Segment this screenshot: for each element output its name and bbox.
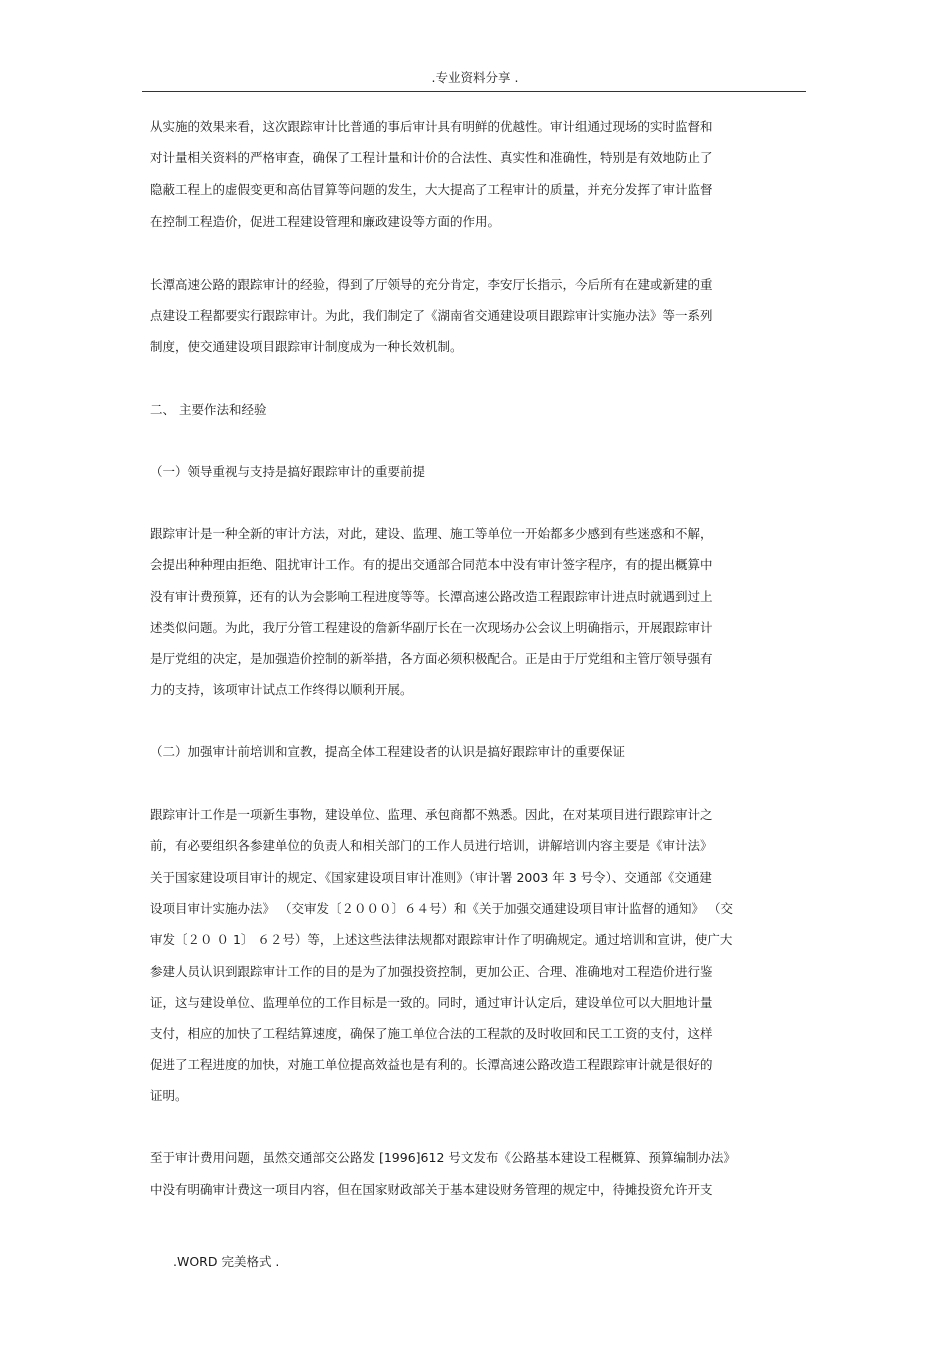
paragraph-fees-line: 中没有明确审计费这一项目内容，但在国家财政部关于基本建设财务管理的规定中，待摊投资允许开支	[150, 1182, 713, 1197]
paragraph-training-line: 参建人员认识到跟踪审计工作的目的是为了加强投资控制，更加公正、合理、准确地对工程造价进行鉴	[150, 964, 713, 979]
paragraph-effect-line: 隐蔽工程上的虚假变更和高估冒算等问题的发生，大大提高了工程审计的质量，并充分发挥了审计监督	[150, 182, 713, 197]
paragraph-experience-line: 长潭高速公路的跟踪审计的经验，得到了厅领导的充分肯定，李安厅长指示，今后所有在建或新建的重	[150, 277, 713, 292]
section-heading-2-line: 二、 主要作法和经验	[150, 402, 267, 417]
paragraph-leadership-line: 力的支持，该项审计试点工作终得以顺利开展。	[150, 682, 413, 697]
header-rule	[142, 91, 806, 92]
paragraph-effect-line: 从实施的效果来看，这次跟踪审计比普通的事后审计具有明鲜的优越性。审计组通过现场的实时监督和	[150, 119, 713, 134]
page-header: .专业资料分享 .	[431, 70, 519, 85]
paragraph-training-line: 关于国家建设项目审计的规定、《国家建设项目审计准则》（审计署 2003 年 3 号令）、交通部《交通建	[150, 870, 712, 885]
paragraph-leadership-line: 跟踪审计是一种全新的审计方法，对此，建设、监理、施工等单位一开始都多少感到有些迷惑和不解，	[150, 526, 713, 541]
paragraph-training-line: 审发〔２０ ０ 1〕 ６２号）等，上述这些法律法规都对跟踪审计作了明确规定。通过培训和宣讲，使广大	[150, 932, 733, 947]
paragraph-leadership-line: 会提出种种理由拒绝、阻扰审计工作。有的提出交通部合同范本中没有审计签字程序，有的提出概算中	[150, 557, 713, 572]
paragraph-training-line: 证，这与建设单位、监理单位的工作目标是一致的。同时，通过审计认定后，建设单位可以大胆地计量	[150, 995, 713, 1010]
paragraph-training-line: 促进了工程进度的加快，对施工单位提高效益也是有利的。长潭高速公路改造工程跟踪审计就是很好的	[150, 1057, 713, 1072]
paragraph-leadership-line: 没有审计费预算，还有的认为会影响工程进度等等。长潭高速公路改造工程跟踪审计进点时就遇到过上	[150, 589, 713, 604]
paragraph-fees-line: 至于审计费用问题，虽然交通部交公路发 [1996]612 号文发布《公路基本建设工程概算、预算编制办法》	[150, 1150, 736, 1165]
subheading-2-line: （二）加强审计前培训和宣教，提高全体工程建设者的认识是搞好跟踪审计的重要保证	[150, 744, 626, 759]
paragraph-effect-line: 对计量相关资料的严格审查，确保了工程计量和计价的合法性、真实性和准确性，特别是有效地防止了	[150, 150, 713, 165]
paragraph-training-line: 前，有必要组织各参建单位的负责人和相关部门的工作人员进行培训，讲解培训内容主要是《审计法》	[150, 838, 713, 853]
paragraph-leadership-line: 述类似问题。为此，我厅分管工程建设的詹新华副厅长在一次现场办公会议上明确指示，开展跟踪审计	[150, 620, 713, 635]
paragraph-experience-line: 点建设工程都要实行跟踪审计。为此，我们制定了《湖南省交通建设项目跟踪审计实施办法》等一系列	[150, 308, 713, 323]
paragraph-effect-line: 在控制工程造价，促进工程建设管理和廉政建设等方面的作用。	[150, 214, 501, 229]
subheading-1-line: （一）领导重视与支持是搞好跟踪审计的重要前提	[150, 464, 426, 479]
paragraph-experience-line: 制度，使交通建设项目跟踪审计制度成为一种长效机制。	[150, 339, 463, 354]
page-footer: .WORD 完美格式 .	[173, 1254, 280, 1269]
paragraph-training-line: 证明。	[150, 1088, 188, 1103]
paragraph-training-line: 设项目审计实施办法》 （交审发〔２０００〕６４号）和《关于加强交通建设项目审计监督的通知》 （交	[150, 901, 733, 916]
paragraph-training-line: 跟踪审计工作是一项新生事物，建设单位、监理、承包商都不熟悉。因此，在对某项目进行跟踪审计之	[150, 807, 713, 822]
paragraph-leadership-line: 是厅党组的决定，是加强造价控制的新举措，各方面必须积极配合。正是由于厅党组和主管厅领导强有	[150, 651, 713, 666]
paragraph-training-line: 支付，相应的加快了工程结算速度，确保了施工单位合法的工程款的及时收回和民工工资的支付，这样	[150, 1026, 713, 1041]
